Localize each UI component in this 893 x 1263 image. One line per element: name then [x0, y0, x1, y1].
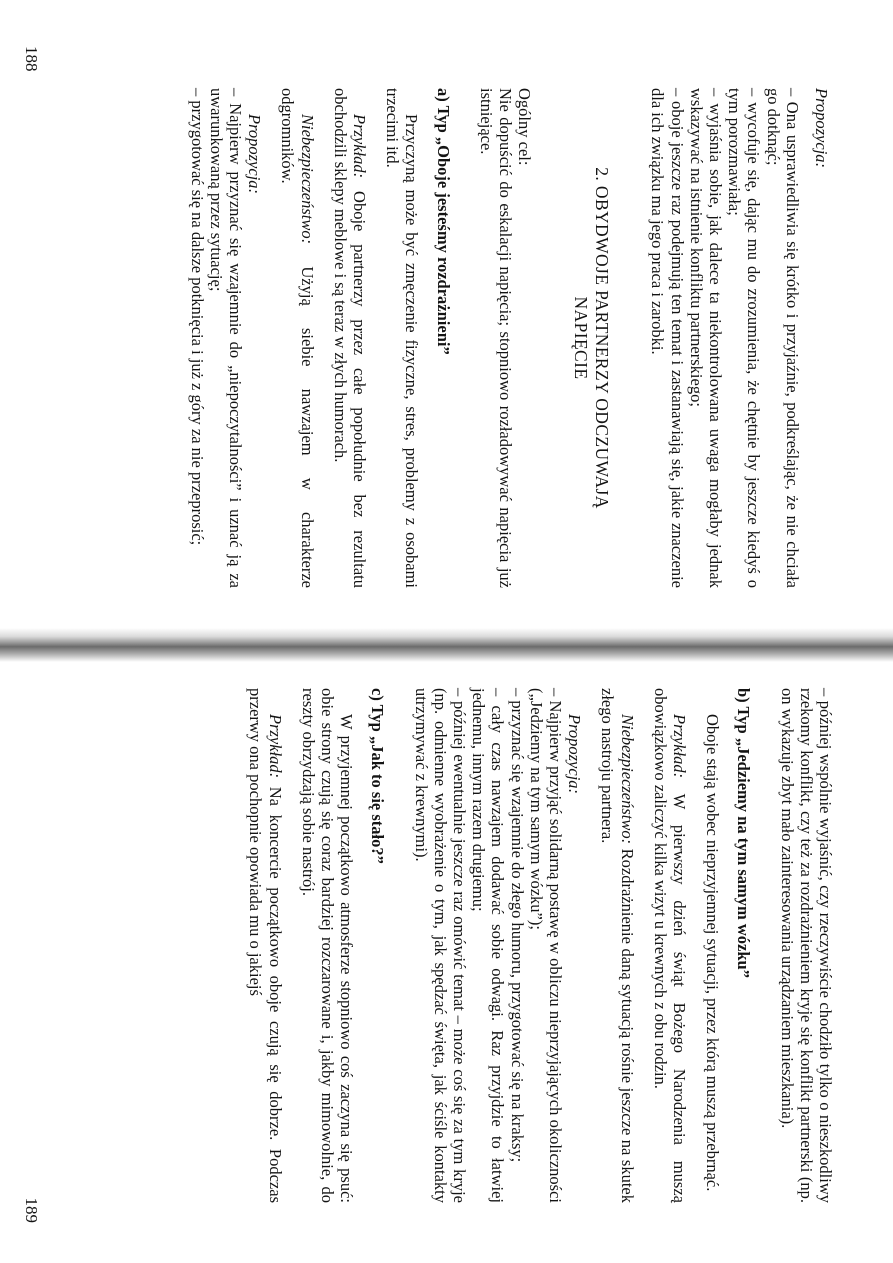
proposal-item: – później ewentualnie jeszcze raz omówić temat – może coś się za tym kryje (np. odmienne wyobrażenie o tym, jak spędzać święta, jak ściśle kontakty utrzymywać z krewnymi). — [411, 688, 469, 1203]
danger-text: Użyją siebie nawzajem w charakterze odgromników. — [278, 88, 317, 588]
page-number: 188 — [22, 46, 42, 72]
page-number: 189 — [22, 1197, 42, 1223]
proposal-label: Propozycja: — [812, 88, 831, 169]
proposal-item: – Najpierw przyznać się wzajemnie do „niepoczytalności” i uznać ją za uwarunkowaną przez sytuację; — [206, 88, 245, 588]
book-gutter-shadow — [0, 628, 893, 662]
type-c-heading: c) Typ „Jak to się stało?” — [368, 688, 388, 864]
type-c-text: W przyjemnej początkowo atmosferze stopniowo coś zaczyna się psuć: obie strony czują się coraz bardziej rozczarowane i, jakby mimowolnie, do reszty obrzydzają sobie nastrój. — [298, 688, 357, 1203]
proposal-item: – oboje jeszcze raz podejmują ten temat i zastanawiają się, jakie znaczenie dla ich związku ma jego praca i zarobki. — [648, 88, 687, 588]
example-text: Oboje partnerzy przez całe popołudnie bez rezultatu obchodzili sklepy meblowe i są teraz w złych humorach. — [330, 88, 369, 588]
type-a-cause: Przyczyną może być zmęczenie fizyczne, stres, problemy z osobami trzecimi itd. — [383, 88, 422, 588]
proposal-label: Propozycja: — [565, 714, 585, 795]
proposal-item: – cały czas nawzajem dodawać sobie odwagi. Raz przyjdzie to łatwiej jednemu, innym razem drugiemu; — [469, 688, 508, 1203]
proposal-item: – przyznać się wzajemnie do złego humoru, przygotować się na kraksy; — [507, 688, 527, 1163]
danger-label: Niebezpieczeństwo: — [617, 714, 637, 845]
section-title — [570, 88, 612, 588]
goal-label: Ogólny cel: — [515, 88, 535, 166]
proposal-item: – Najpierw przyjąć solidarną postawę w obliczu nieprzyjających okoliczności („Jedziemy na tym samym wózku”); — [526, 688, 565, 1203]
danger-text: Rozdrażnienie daną sytuacją rośnie jeszcze na skutek złego nastroju partnera. — [598, 688, 637, 1203]
danger-label: Niebezpieczeństwo: — [297, 114, 317, 245]
type-b-heading: b) Typ „Jedziemy na tym samym wózku” — [734, 688, 754, 978]
right-page — [0, 660, 893, 1263]
type-b-text: Oboje stają wobec nieprzyjemnej sytuacji, przez którą muszą przebrnąć. — [703, 714, 723, 1192]
example-label: Przykład: — [669, 714, 689, 779]
example-label: Przykład: — [265, 714, 285, 779]
proposal-item: – później wspólnie wyjaśnić, czy rzeczywiście chodziło tylko o nieszkodliwy rzekomy konflikt, czy też za rozdrażnieniem kryje się konflikt partnerski (np. on wykazuje zbyt mało zainteresowania urządzaniem mieszkania). — [777, 688, 835, 1203]
section-title-line2: NAPIĘCIE — [571, 296, 592, 380]
type-a-heading: a) Typ „Oboje jesteśmy rozdrażnieni” — [433, 88, 453, 355]
danger-paragraph — [598, 688, 636, 1203]
proposal-item: – Ona usprawiedliwia się krótko i przyjaźnie, podkreślając, że nie chciała go dotknąć; — [763, 88, 802, 588]
section-title-line1: 2. OBYDWOJE PARTNERZY ODCZUWAJĄ — [592, 167, 613, 509]
danger-paragraph — [278, 88, 316, 588]
goal-text: Nie dopuścić do eskalacji napięcia; stopniowo rozładowywać napięcia już istniejące. — [476, 88, 515, 588]
proposal-label: Propozycja: — [245, 114, 265, 195]
example-label: Przykład: — [349, 114, 369, 179]
example-paragraph — [651, 688, 689, 1203]
proposal-item: – wyjaśnia sobie, jak dalece ta niekontrolowana uwaga mogłaby jednak wskazywać na istnienie konfliktu partnerskiego; — [686, 88, 725, 588]
example-text: Na koncercie początkowo oboje czują się dobrze. Podczas przerwy ona pochopnie opowiada mu o jakiejś — [246, 688, 285, 1203]
example-paragraph — [246, 688, 284, 1203]
proposal-item: – wycofuje się, dając mu do zrozumienia, że chętnie by jeszcze kiedyś o tym porozmawiała; — [725, 88, 764, 588]
left-page — [0, 0, 893, 630]
example-paragraph — [331, 88, 369, 588]
example-text: W pierwszy dzień świąt Bożego Narodzenia muszą obowiązkowo zaliczyć kilka wizyt u krewnych z obu rodzin. — [650, 688, 689, 1203]
proposal-item: – przygotować się na dalsze potknięcia i już z góry za nie przeprosić; — [187, 88, 207, 546]
